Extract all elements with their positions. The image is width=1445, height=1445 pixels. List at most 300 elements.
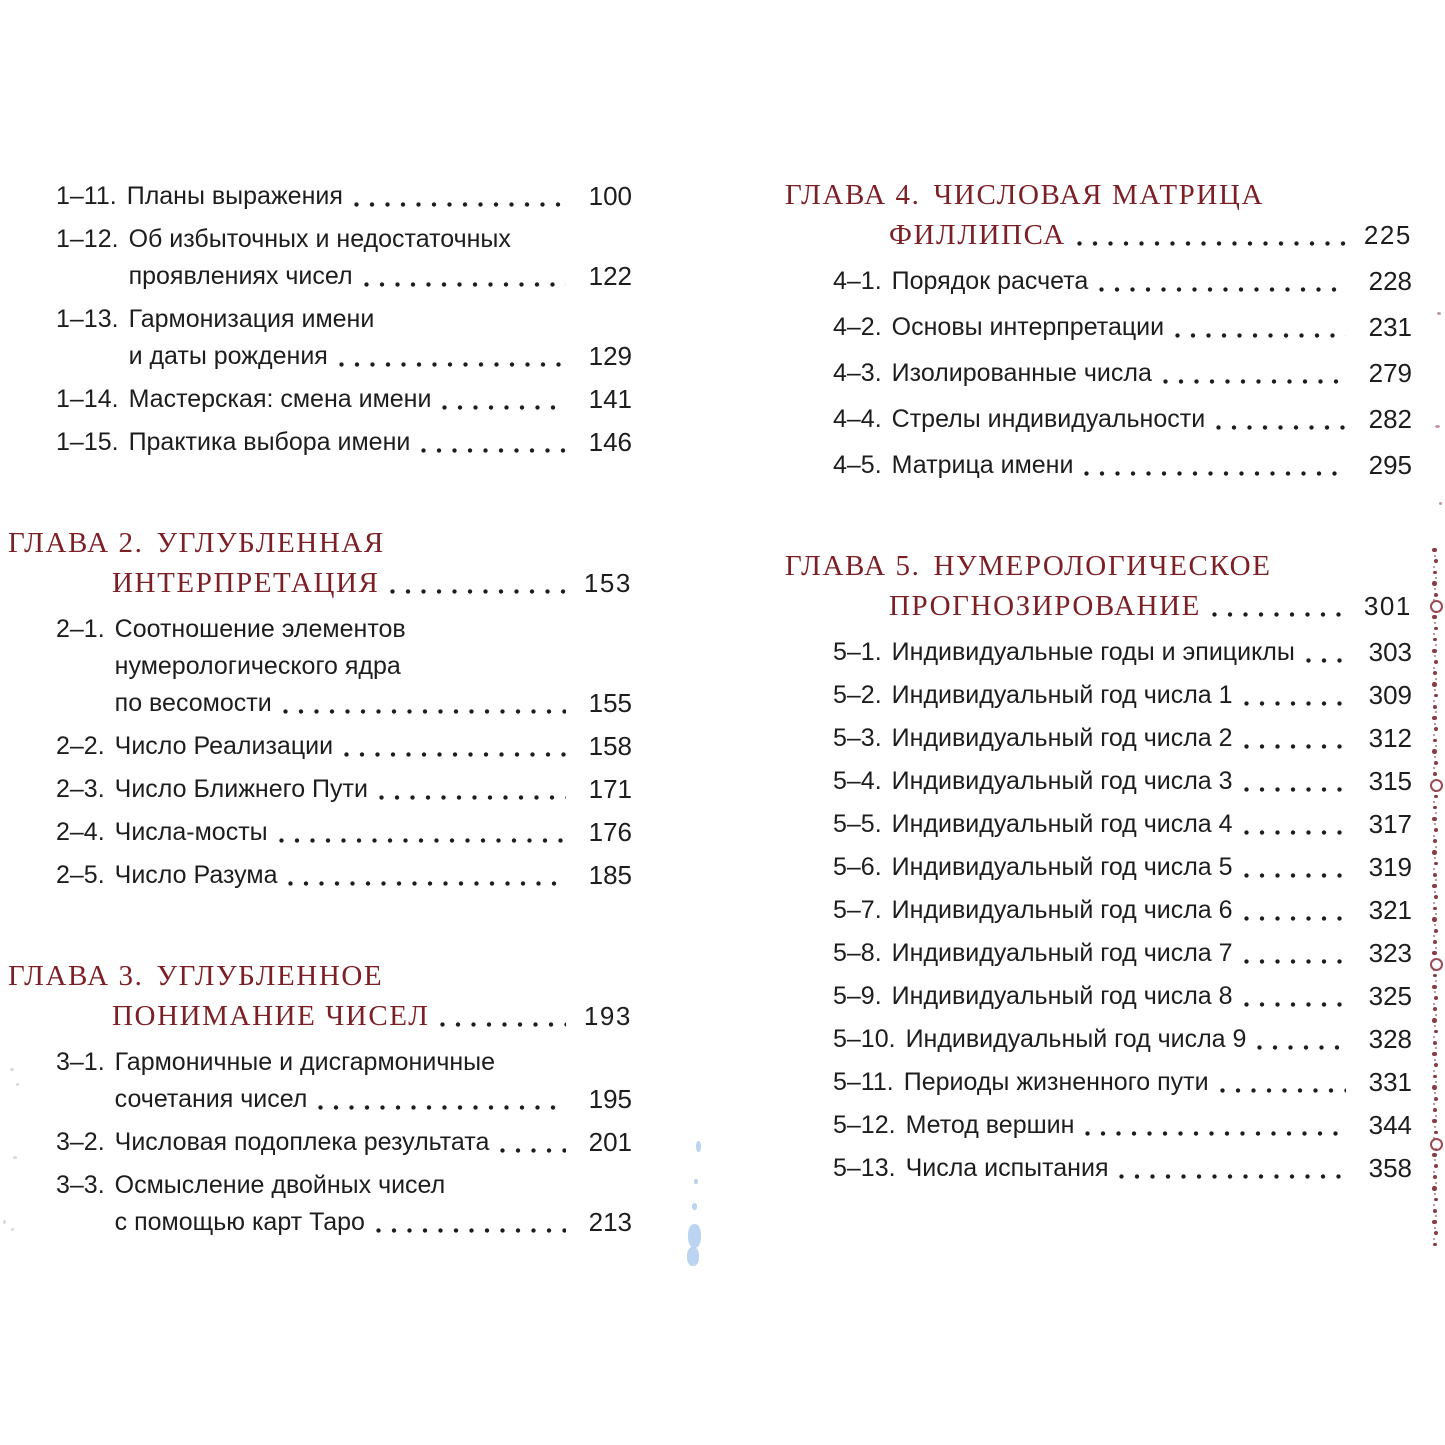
entry-body: [115, 611, 632, 722]
ornament-dot: [1433, 566, 1435, 568]
toc-entry: [8, 381, 632, 418]
edge-speck-artifact: [11, 1228, 14, 1231]
entry-body: [892, 806, 1412, 843]
ornament-dot: [1434, 1159, 1436, 1161]
entry-body: [127, 178, 632, 215]
ornament-dot: [1433, 1003, 1435, 1005]
entry-last-line: [892, 447, 1412, 484]
ornament-dot: [1434, 655, 1436, 657]
ornament-dot: [1434, 1193, 1436, 1195]
dot-leader: [1084, 471, 1346, 476]
ornament-dot: [1433, 1204, 1435, 1206]
entry-last-line: [115, 685, 632, 722]
page-number: 282: [1368, 404, 1412, 434]
ornament-dot: [1434, 694, 1438, 698]
dot-leader: [1257, 1045, 1346, 1050]
entry-label: 2–2.: [56, 732, 105, 760]
ornament-dot: [1435, 678, 1437, 680]
ornament-dot: [1434, 1097, 1438, 1101]
entry-body: [115, 771, 632, 808]
page-number: 171: [588, 774, 632, 804]
ornament-dot: [1433, 571, 1437, 575]
entry-label: 2–1.: [56, 615, 105, 643]
ornament-dot: [1434, 1025, 1436, 1027]
ornament-dot: [1435, 711, 1437, 713]
entry-body: [892, 892, 1412, 929]
toc-entry: [785, 763, 1412, 800]
entry-body: [892, 720, 1412, 757]
ornament-dot: [1434, 895, 1438, 899]
page-number: 328: [1368, 1024, 1412, 1054]
dot-leader: [279, 838, 566, 843]
dot-leader: [1119, 1174, 1346, 1179]
page-number: 146: [588, 427, 632, 457]
entry-body: [115, 1167, 632, 1241]
entry-body: [892, 849, 1412, 886]
dot-leader: [1244, 916, 1346, 921]
entry-last-line: [115, 814, 632, 851]
ornament-dot: [1433, 1209, 1437, 1213]
entry-body: [892, 355, 1412, 392]
page-number: 358: [1368, 1153, 1412, 1183]
entry-label: 4–2.: [833, 313, 882, 341]
entry-text: Числа испытания: [905, 1154, 1109, 1182]
ornament-dot: [1435, 644, 1437, 646]
page-number: 323: [1368, 938, 1412, 968]
entry-body: [892, 447, 1412, 484]
page-number: 176: [588, 817, 632, 847]
dot-leader: [1244, 701, 1346, 706]
ornament-dot: [1433, 734, 1435, 736]
ornament-dot: [1432, 1186, 1437, 1191]
ornament-dot: [1432, 682, 1437, 687]
chapter-heading-line2: [889, 586, 1412, 626]
ornament-dot: [1433, 1108, 1437, 1112]
page-number: 201: [588, 1127, 632, 1157]
entry-last-line: [892, 309, 1412, 346]
ornament-dot: [1434, 1227, 1436, 1229]
dot-leader: [283, 709, 566, 714]
gutter-stain-artifact: [692, 1203, 697, 1210]
entry-text: Гармонизация имени: [128, 305, 375, 333]
entry-label: 5–12.: [833, 1111, 896, 1139]
toc-entry: [8, 611, 632, 722]
entry-text: Порядок расчета: [891, 267, 1089, 295]
ornament-dot: [1432, 716, 1437, 721]
ornament-dot: [1433, 801, 1435, 803]
chapter-heading-line1: [8, 956, 632, 996]
entry-last-line: [892, 978, 1412, 1015]
entry-last-line: [115, 1124, 632, 1161]
dot-leader: [344, 752, 566, 757]
ornament-dot: [1433, 767, 1435, 769]
entry-label: 1–11.: [56, 182, 117, 210]
toc-entries-group: [785, 263, 1412, 484]
entry-text: Осмысление двойных чисел: [114, 1171, 446, 1199]
entry-label: 1–13.: [56, 305, 119, 333]
ornament-dot: [1432, 749, 1437, 754]
entry-last-line: [892, 849, 1412, 886]
chapter-heading: [785, 175, 1412, 255]
chapter-heading-line2: [889, 215, 1412, 255]
ornament-dot: [1434, 756, 1436, 758]
ornament-dot: [1434, 924, 1436, 926]
entry-text: Индивидуальный год числа 6: [891, 896, 1233, 924]
toc-entry: [785, 806, 1412, 843]
edge-speck-artifact: [10, 1068, 14, 1071]
ornament-dot: [1435, 1182, 1437, 1184]
dot-leader: [1216, 425, 1346, 430]
entry-label: 3–3.: [56, 1171, 105, 1199]
ornament-dot: [1435, 947, 1437, 949]
ornament-dot: [1433, 1238, 1435, 1240]
entry-text: Индивидуальный год числа 2: [891, 724, 1233, 752]
ornament-dot: [1434, 828, 1438, 832]
page-number: 129: [588, 341, 632, 371]
entry-text: Стрелы индивидуальности: [891, 405, 1206, 433]
ornament-dot: [1432, 1153, 1437, 1158]
toc-entry: [8, 771, 632, 808]
entry-text: проявлениях чисел: [128, 262, 353, 290]
chapter-title-line1: УГЛУБЛЕННАЯ: [156, 527, 385, 559]
page-number: 153: [583, 568, 632, 598]
ornament-dot: [1434, 1092, 1436, 1094]
stray-ornament-dot: [1437, 312, 1441, 315]
entry-label: 4–5.: [833, 451, 882, 479]
ornament-dot: [1435, 1115, 1437, 1117]
dot-leader: [421, 448, 566, 453]
ornament-dot: [1435, 1148, 1437, 1150]
ornament-dot: [1433, 907, 1437, 911]
ornament-dot: [1434, 627, 1438, 631]
page-number: 231: [1368, 312, 1412, 342]
page-number: 315: [1368, 766, 1412, 796]
page-number: 312: [1368, 723, 1412, 753]
ornament-dot: [1433, 974, 1437, 978]
ornament-dot: [1435, 846, 1437, 848]
ornament-dot: [1434, 823, 1436, 825]
ornament-dot: [1434, 929, 1438, 933]
ornament-dot: [1433, 902, 1435, 904]
entry-text: Об избыточных и недостаточных: [128, 225, 511, 253]
entry-label: 5–7.: [833, 896, 882, 924]
entry-text: Числа-мосты: [114, 818, 268, 846]
ornament-dot: [1435, 1047, 1437, 1049]
ornament-dot: [1434, 996, 1438, 1000]
dot-leader: [1085, 1131, 1346, 1136]
chapter-heading: [785, 546, 1412, 626]
page-number: 122: [588, 261, 632, 291]
chapter-heading-line2: [112, 996, 632, 1036]
ornament-dot: [1434, 891, 1436, 893]
page-edge-dotted-ornament: [1428, 0, 1445, 1445]
dot-leader: [1244, 830, 1346, 835]
dot-leader: [339, 362, 566, 367]
entry-text: Число Реализации: [114, 732, 334, 760]
ornament-dot: [1432, 581, 1437, 586]
entry-text: Планы выражения: [126, 182, 343, 210]
toc-entry: [8, 814, 632, 851]
entry-body: [129, 221, 632, 295]
ornament-dot: [1433, 1175, 1437, 1179]
entry-text: Индивидуальный год числа 4: [891, 810, 1233, 838]
dot-leader: [1212, 612, 1346, 617]
entry-label: 1–12.: [56, 225, 119, 253]
ornament-dot: [1435, 1014, 1437, 1016]
page-number: 228: [1368, 266, 1412, 296]
entry-last-line: [115, 771, 632, 808]
ornament-dot: [1433, 940, 1437, 944]
dot-leader: [500, 1148, 566, 1153]
entry-last-line: [892, 634, 1412, 671]
ornament-dot: [1433, 739, 1437, 743]
entry-label: 5–2.: [833, 681, 882, 709]
entry-text: нумерологического ядра: [114, 652, 401, 680]
toc-entry: [785, 634, 1412, 671]
chapter-number: ГЛАВА 2.: [8, 527, 144, 559]
entry-label: 1–14.: [56, 385, 119, 413]
page-number: 303: [1368, 637, 1412, 667]
ornament-dot: [1432, 548, 1437, 553]
page-number: 317: [1368, 809, 1412, 839]
page-number: 193: [583, 1001, 632, 1031]
entry-text: с помощью карт Таро: [114, 1208, 365, 1236]
ornament-dot: [1433, 705, 1437, 709]
toc-entry: [8, 1167, 632, 1241]
toc-entry: [785, 978, 1412, 1015]
chapter-number: ГЛАВА 4.: [785, 179, 921, 211]
ornament-dot: [1434, 1198, 1438, 1202]
ornament-dot: [1432, 884, 1437, 889]
chapter-title-line1: НУМЕРОЛОГИЧЕСКОЕ: [933, 550, 1272, 582]
ornament-dot: [1435, 611, 1437, 613]
entry-label: 1–15.: [56, 428, 119, 456]
entry-last-line: [892, 763, 1412, 800]
entry-body: [892, 763, 1412, 800]
ornament-dot: [1433, 1103, 1435, 1105]
entry-text: Индивидуальный год числа 9: [905, 1025, 1247, 1053]
ornament-dot: [1434, 1126, 1436, 1128]
entry-body: [115, 1044, 632, 1118]
ornament-dot: [1433, 1243, 1437, 1247]
entry-body: [115, 728, 632, 765]
toc-entry: [785, 1064, 1412, 1101]
chapter-heading-line1: [8, 523, 632, 563]
page-number: 195: [588, 1084, 632, 1114]
dot-leader: [354, 202, 566, 207]
ornament-dot: [1434, 1131, 1438, 1135]
entry-label: 3–2.: [56, 1128, 105, 1156]
entry-body: [115, 1124, 632, 1161]
ornament-dot: [1434, 1030, 1438, 1034]
page-number: 141: [588, 384, 632, 414]
gutter-stain-artifact: [687, 1247, 699, 1266]
page-number: 279: [1368, 358, 1412, 388]
dot-leader: [440, 1022, 566, 1027]
entry-body: [129, 381, 632, 418]
entry-last-line: [115, 728, 632, 765]
toc-entries-group: [785, 634, 1412, 1187]
stray-ornament-dot: [1439, 502, 1442, 505]
entry-last-line: [906, 1150, 1412, 1187]
entry-last-line: [892, 263, 1412, 300]
entry-label: 5–6.: [833, 853, 882, 881]
ornament-dot: [1432, 951, 1437, 956]
edge-speck-artifact: [3, 1220, 6, 1224]
entry-text: Индивидуальный год числа 1: [891, 681, 1233, 709]
entry-text: Индивидуальный год числа 8: [891, 982, 1233, 1010]
toc-entries-group: [8, 1044, 632, 1241]
entry-last-line: [129, 381, 632, 418]
ornament-dot: [1433, 868, 1435, 870]
dot-leader: [1244, 873, 1346, 878]
ornament-dot: [1435, 812, 1437, 814]
gutter-stain-artifact: [694, 1179, 698, 1184]
page-number: 225: [1363, 220, 1412, 250]
entry-body: [904, 1064, 1412, 1101]
page-number: 321: [1368, 895, 1412, 925]
chapter-title-line2: ПРОГНОЗИРОВАНИЕ: [889, 590, 1201, 622]
chapter-title-line2: ФИЛЛИПСА: [889, 219, 1066, 251]
toc-entry: [8, 1044, 632, 1118]
dot-leader: [1220, 1088, 1346, 1093]
chapter-heading-line2: [112, 563, 632, 603]
ornament-dot: [1434, 555, 1436, 557]
edge-speck-artifact: [13, 1156, 17, 1159]
entry-last-line: [892, 806, 1412, 843]
dot-leader: [288, 881, 566, 886]
entry-label: 4–3.: [833, 359, 882, 387]
entry-text: Гармоничные и дисгармоничные: [114, 1048, 496, 1076]
ornament-dot: [1433, 873, 1437, 877]
ornament-dot: [1433, 1070, 1435, 1072]
dot-leader: [390, 589, 566, 594]
entry-text: Мастерская: смена имени: [128, 385, 432, 413]
entry-last-line: [892, 720, 1412, 757]
page-number: 155: [588, 688, 632, 718]
ornament-dot: [1433, 667, 1435, 669]
entry-label: 5–9.: [833, 982, 882, 1010]
ornament-dot: [1434, 1063, 1438, 1067]
ornament-dot: [1435, 577, 1437, 579]
dot-leader: [442, 405, 566, 410]
entry-text: Число Разума: [114, 861, 278, 889]
entry-text: Индивидуальные годы и эпициклы: [891, 638, 1295, 666]
entry-last-line: [115, 1081, 632, 1118]
entry-text: Практика выбора имени: [128, 428, 411, 456]
entry-text: Основы интерпретации: [891, 313, 1165, 341]
ornament-dot: [1434, 1164, 1438, 1168]
entry-label: 4–4.: [833, 405, 882, 433]
toc-column-right: [785, 0, 1412, 1193]
ornament-dot: [1434, 689, 1436, 691]
entry-label: 5–10.: [833, 1025, 896, 1053]
toc-entry: [785, 720, 1412, 757]
entry-text: Изолированные числа: [891, 359, 1152, 387]
entry-label: 3–1.: [56, 1048, 105, 1076]
page-number: 319: [1368, 852, 1412, 882]
entry-last-line: [892, 355, 1412, 392]
chapter-title-line2: ИНТЕРПРЕТАЦИЯ: [112, 567, 380, 599]
ornament-dot: [1433, 1041, 1437, 1045]
dot-leader: [1175, 333, 1346, 338]
entry-last-line: [129, 258, 632, 295]
toc-entry: [785, 849, 1412, 886]
ornament-ring: [1430, 958, 1443, 971]
entry-last-line: [892, 935, 1412, 972]
ornament-dot: [1435, 1081, 1437, 1083]
page-number: 100: [588, 181, 632, 211]
ornament-dot: [1434, 862, 1438, 866]
ornament-dot: [1433, 935, 1435, 937]
chapter-title-line1: УГЛУБЛЕННОЕ: [156, 960, 384, 992]
entry-label: 5–11.: [833, 1068, 894, 1096]
toc-entry: [785, 892, 1412, 929]
ornament-dot: [1433, 671, 1437, 675]
ornament-dot: [1435, 879, 1437, 881]
chapter-number: ГЛАВА 5.: [785, 550, 921, 582]
chapter-title-line1: ЧИСЛОВАЯ МАТРИЦА: [933, 179, 1264, 211]
toc-entry: [785, 447, 1412, 484]
entry-text: Индивидуальный год числа 5: [891, 853, 1233, 881]
toc-entry: [785, 677, 1412, 714]
page-number: 301: [1363, 591, 1412, 621]
entry-label: 5–4.: [833, 767, 882, 795]
chapter-heading-line1: [785, 546, 1412, 586]
ornament-dot: [1432, 817, 1437, 822]
ornament-dot: [1433, 1171, 1435, 1173]
toc-entry: [8, 301, 632, 375]
entry-body: [892, 309, 1412, 346]
entry-body: [892, 978, 1412, 1015]
toc-entry: [785, 309, 1412, 346]
ornament-dot: [1435, 980, 1437, 982]
entry-body: [892, 263, 1412, 300]
entry-last-line: [115, 1204, 632, 1241]
entry-last-line: [906, 1107, 1412, 1144]
dot-leader: [318, 1105, 566, 1110]
page-number: 344: [1368, 1110, 1412, 1140]
toc-entry: [785, 1107, 1412, 1144]
ornament-dot: [1432, 1018, 1437, 1023]
chapter-heading-line1: [785, 175, 1412, 215]
entry-label: 2–5.: [56, 861, 105, 889]
entry-label: 5–1.: [833, 638, 882, 666]
ornament-dot: [1434, 1231, 1438, 1235]
entry-body: [115, 857, 632, 894]
ornament-dot: [1432, 615, 1437, 620]
toc-entries-group: [8, 611, 632, 894]
page-number: 331: [1368, 1067, 1412, 1097]
stray-ornament-dot: [1435, 425, 1440, 428]
entry-body: [906, 1150, 1412, 1187]
ornament-dot: [1433, 1075, 1437, 1079]
ornament-dot: [1434, 593, 1438, 597]
gutter-stain-artifact: [696, 1141, 701, 1152]
entry-text: и даты рождения: [128, 342, 328, 370]
ornament-dot: [1432, 1119, 1437, 1124]
ornament-dot: [1433, 806, 1437, 810]
page-number: 295: [1368, 450, 1412, 480]
entry-last-line: [129, 338, 632, 375]
dot-leader: [1099, 287, 1346, 292]
entry-body: [892, 935, 1412, 972]
entry-label: 2–4.: [56, 818, 105, 846]
entry-last-line: [892, 892, 1412, 929]
toc-entry: [8, 728, 632, 765]
entry-body: [892, 677, 1412, 714]
dot-leader: [1244, 744, 1346, 749]
